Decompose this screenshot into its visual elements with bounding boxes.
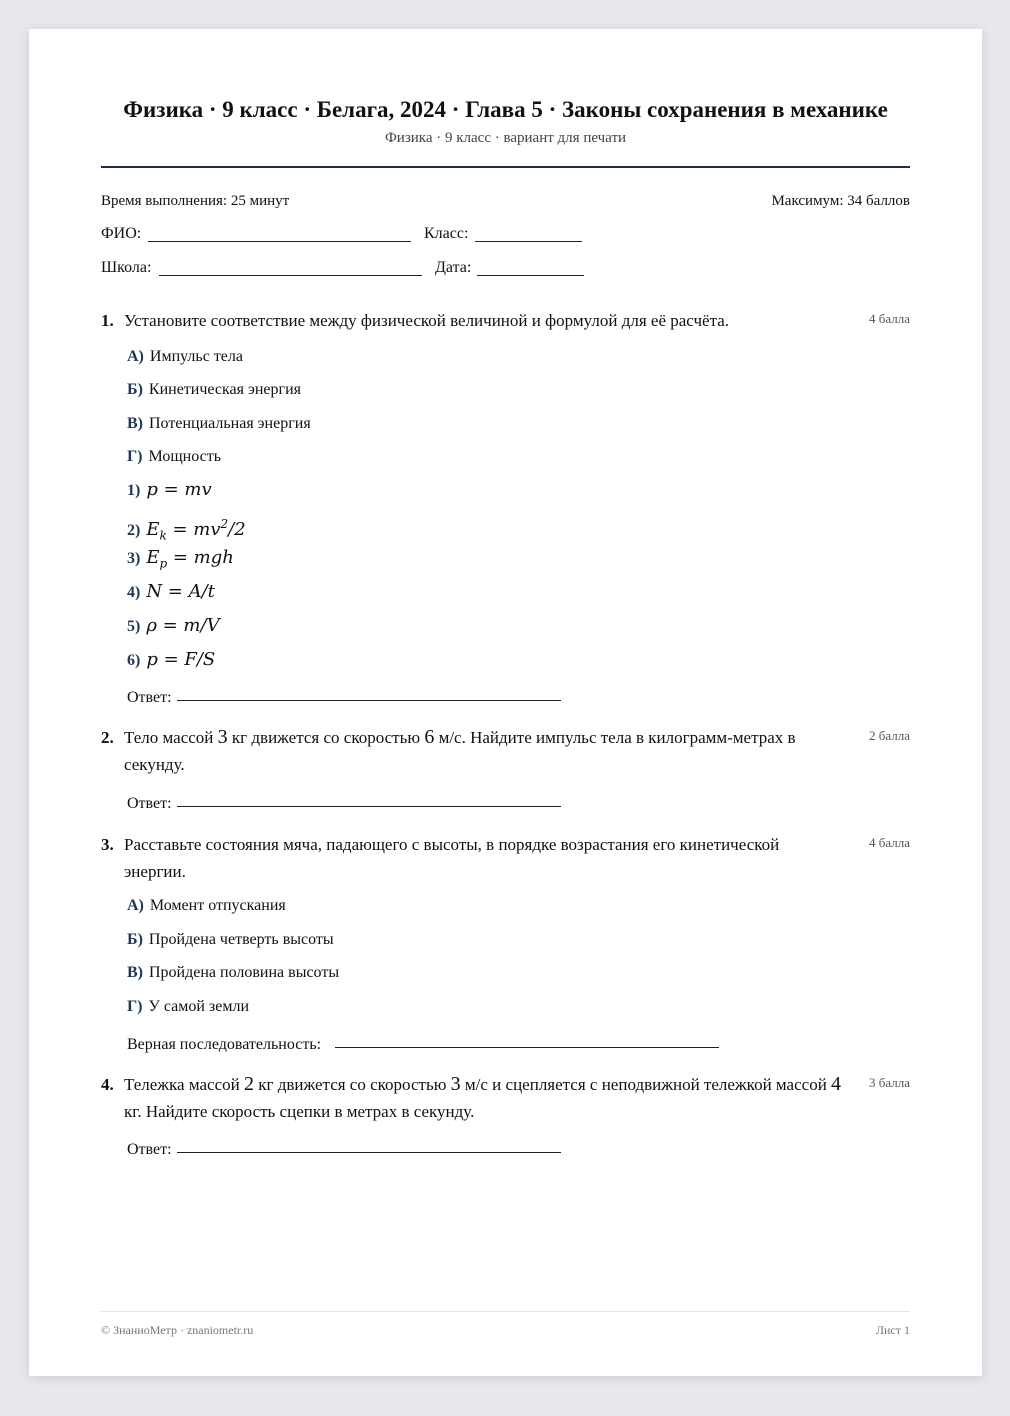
page-number: Лист 1 — [875, 1323, 910, 1337]
answer-label: Ответ: — [127, 1141, 172, 1158]
option-b: Б) Кинетическая энергия — [127, 381, 302, 398]
question-4 — [101, 1071, 910, 1161]
answer-row — [127, 1136, 567, 1158]
option-a: А) Момент отпускания — [127, 897, 286, 914]
option-v: В) Пройдена половина высоты — [127, 964, 340, 981]
date-label: Дата: — [435, 259, 472, 276]
question-text: Тележка массой 2 кг движется со скоростью 3 м/с и сцепляется с неподвижной тележкой массой 4 кг. Найдите скорость сцепки в метрах в секунду. — [124, 1073, 842, 1121]
worksheet-page — [29, 29, 982, 1376]
answer-field[interactable] — [335, 1047, 719, 1048]
question-points: 3 балла — [869, 1075, 910, 1090]
answer-field[interactable] — [177, 700, 561, 701]
question-1 — [101, 307, 910, 707]
formula-4: 4) N = A/t — [127, 581, 215, 602]
school-field[interactable] — [159, 275, 422, 276]
question-points: 4 балла — [869, 311, 910, 326]
option-b: Б) Пройдена четверть высоты — [127, 931, 334, 948]
question-points: 2 балла — [869, 728, 910, 743]
option-g: Г) У самой земли — [127, 998, 250, 1015]
question-number: 4. — [101, 1075, 114, 1094]
footer-divider — [101, 1311, 910, 1312]
school-date-row — [101, 259, 621, 281]
meta-row — [101, 193, 910, 213]
answer-row — [127, 684, 567, 706]
question-text: Тело массой 3 кг движется со скоростью 6 м/с. Найдите импульс тела в килограмм-метрах в секунду. — [124, 726, 796, 774]
formula-2: 2) $E_k = mv^2/2$ — [127, 517, 246, 543]
question-2 — [101, 724, 910, 814]
class-field[interactable] — [475, 241, 582, 242]
formula-5: 5) ρ = m/V — [127, 615, 220, 636]
question-points: 4 балла — [869, 835, 910, 850]
answer-label: Ответ: — [127, 795, 172, 812]
answer-field[interactable] — [177, 806, 561, 807]
page-subtitle: Физика · 9 класс · вариант для печати — [384, 130, 627, 146]
answer-row — [127, 1031, 727, 1053]
answer-label: Ответ: — [127, 689, 172, 706]
question-3 — [101, 831, 910, 1051]
answer-field[interactable] — [177, 1152, 561, 1153]
page-footer — [101, 1323, 910, 1338]
footer-copyright: © ЗнаниоМетр · znaniometr.ru — [101, 1323, 254, 1337]
max-score: Максимум: 34 баллов — [771, 193, 910, 209]
formula-3: 3) $E_p$ = mgh — [127, 547, 234, 571]
header-divider — [101, 166, 910, 168]
answer-label: Верная последовательность: — [127, 1036, 322, 1053]
class-label: Класс: — [424, 225, 469, 242]
option-a: А) Импульс тела — [127, 348, 243, 365]
option-v: В) Потенциальная энергия — [127, 415, 311, 432]
answer-row — [127, 790, 567, 812]
date-field[interactable] — [477, 275, 584, 276]
worksheet-header — [101, 97, 910, 147]
time-limit: Время выполнения: 25 минут — [101, 193, 290, 209]
fio-label: ФИО: — [101, 225, 142, 242]
question-text: Установите соответствие между физической величиной и формулой для её расчёта. — [124, 311, 730, 330]
fio-field[interactable] — [148, 241, 411, 242]
question-text: Расставьте состояния мяча, падающего с высоты, в порядке возрастания его кинетической энергии. — [124, 835, 780, 881]
option-g: Г) Мощность — [127, 448, 222, 465]
formula-6: 6) p = F/S — [127, 649, 216, 670]
formula-1: 1) p = mv — [127, 479, 212, 500]
question-number: 1. — [101, 311, 114, 330]
school-label: Школа: — [101, 259, 152, 276]
question-number: 3. — [101, 835, 114, 854]
page-title: Физика · 9 класс · Белага, 2024 · Глава 5 · Законы сохранения в механике — [123, 97, 888, 122]
name-class-row — [101, 225, 621, 247]
question-number: 2. — [101, 728, 114, 747]
